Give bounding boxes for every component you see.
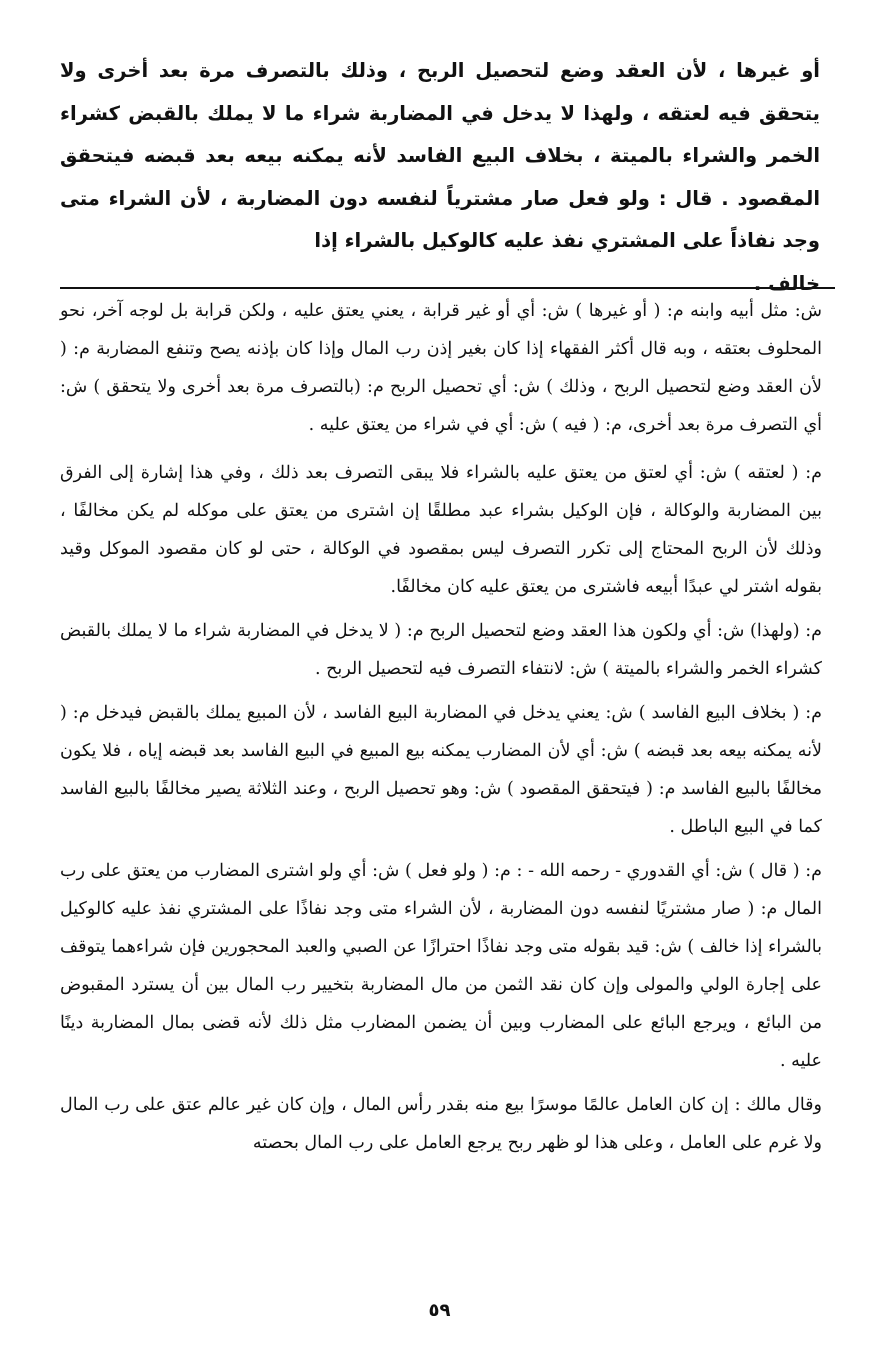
commentary-paragraph: وقال مالك : إن كان العامل عالمًا موسرًا بيع منه بقدر رأس المال ، وإن كان غير عالم عتق على رب المال ولا غرم على العامل ، وعلى هذا لو ظهر ربح يرجع العامل على رب المال بحصته: [60, 1095, 822, 1153]
commentary-paragraph: م: ( قال ) ش: أي القدوري - رحمه الله - : م: ( ولو فعل ) ش: أي ولو اشترى المضارب من يعتق على رب المال م: ( صار مشتريًا لنفسه دون المضاربة ، لأن الشراء متى وجد نفاذًا على المشتري نفذ عليه كالوكيل بالشراء إذا خالف ) ش: قيد بقوله متى وجد نفاذًا احترازًا عن الصبي والعبد المحجورين فإن شراءهما يتوقف على إجارة الولي والمولى وإن كان نقد الثمن من مال المضاربة بتخيير رب المال بين أن يسترد المقبوض من البائع ، ويرجع البائع على المضارب وبين أن يضمن المضارب مثل ذلك لأنه قضى بمال المضاربة دينًا عليه .: [60, 861, 822, 1071]
commentary-paragraph: ش: مثل أبيه وابنه م: ( أو غيرها ) ش: أي أو غير قرابة ، يعني يعتق عليه ، ولكن قرابة بل لوجه آخر، نحو المحلوف بعتقه ، وبه قال أكثر الفقهاء إذا كان بغير إذن رب المال وإذا كان بإذنه يصح وتنفع المضاربة م: ( لأن العقد وضع لتحصيل الربح ، وذلك ) ش: أي تحصيل الربح م: (بالتصرف مرة بعد أخرى ولا يتحقق ) ش: أي التصرف مرة بعد أخرى، م: ( فيه ) ش: أي في شراء من يعتق عليه .: [60, 301, 822, 435]
commentary-block: [60, 292, 822, 1168]
separator-rule: [60, 287, 835, 289]
page-number: ٥٩: [428, 1300, 451, 1321]
commentary-paragraph: م: (ولهذا) ش: أي ولكون هذا العقد وضع لتحصيل الربح م: ( لا يدخل في المضاربة شراء ما لا يملك بالقبض كشراء الخمر والشراء بالميتة ) ش: لانتفاء التصرف فيه لتحصيل الربح .: [60, 621, 822, 679]
main-text-last-line: خالف .: [753, 271, 820, 295]
commentary-paragraph: م: ( لعتقه ) ش: أي لعتق من يعتق عليه بالشراء فلا يبقى التصرف بعد ذلك ، وفي هذا إشارة إلى الفرق بين المضاربة والوكالة ، فإن الوكيل بشراء عبد مطلقًا إن اشترى من يعتق على موكله لم يكن مخالفًا ، وذلك لأن الربح المحتاج إلى تكرر التصرف ليس بمقصود في الوكالة ، حتى لو كان مقصود الموكل وقيد بقوله اشتر لي عبدًا أبيعه فاشترى من يعتق عليه كان مخالفًا.: [60, 463, 822, 597]
commentary-paragraph: م: ( بخلاف البيع الفاسد ) ش: يعني يدخل في المضاربة البيع الفاسد ، لأن المبيع يملك بالقبض فيدخل م: ( لأنه يمكنه بيعه بعد قبضه ) ش: أي لأن المضارب يمكنه بيع المبيع في البيع الفاسد بعد قبضه إياه ، فلا يكون مخالفًا بالبيع الفاسد م: ( فيتحقق المقصود ) ش: وهو تحصيل الربح ، وعند الثلاثة يصير مخالفًا بالبيع الفاسد كما في البيع الباطل .: [60, 703, 822, 837]
main-text-body: أو غيرها ، لأن العقد وضع لتحصيل الربح ، وذلك بالتصرف مرة بعد أخرى ولا يتحقق فيه لعتقه ، ولهذا لا يدخل في المضاربة شراء ما لا يملك بالقبض كشراء الخمر والشراء بالميتة ، بخلاف البيع الفاسد لأنه يمكنه بيعه بعد قبضه فيتحقق المقصود . قال : ولو فعل صار مشترياً لنفسه دون المضاربة ، لأن الشراء متى وجد نفاذاً على المشتري نفذ عليه كالوكيل بالشراء إذا: [60, 59, 820, 252]
main-text-block: [60, 50, 820, 305]
